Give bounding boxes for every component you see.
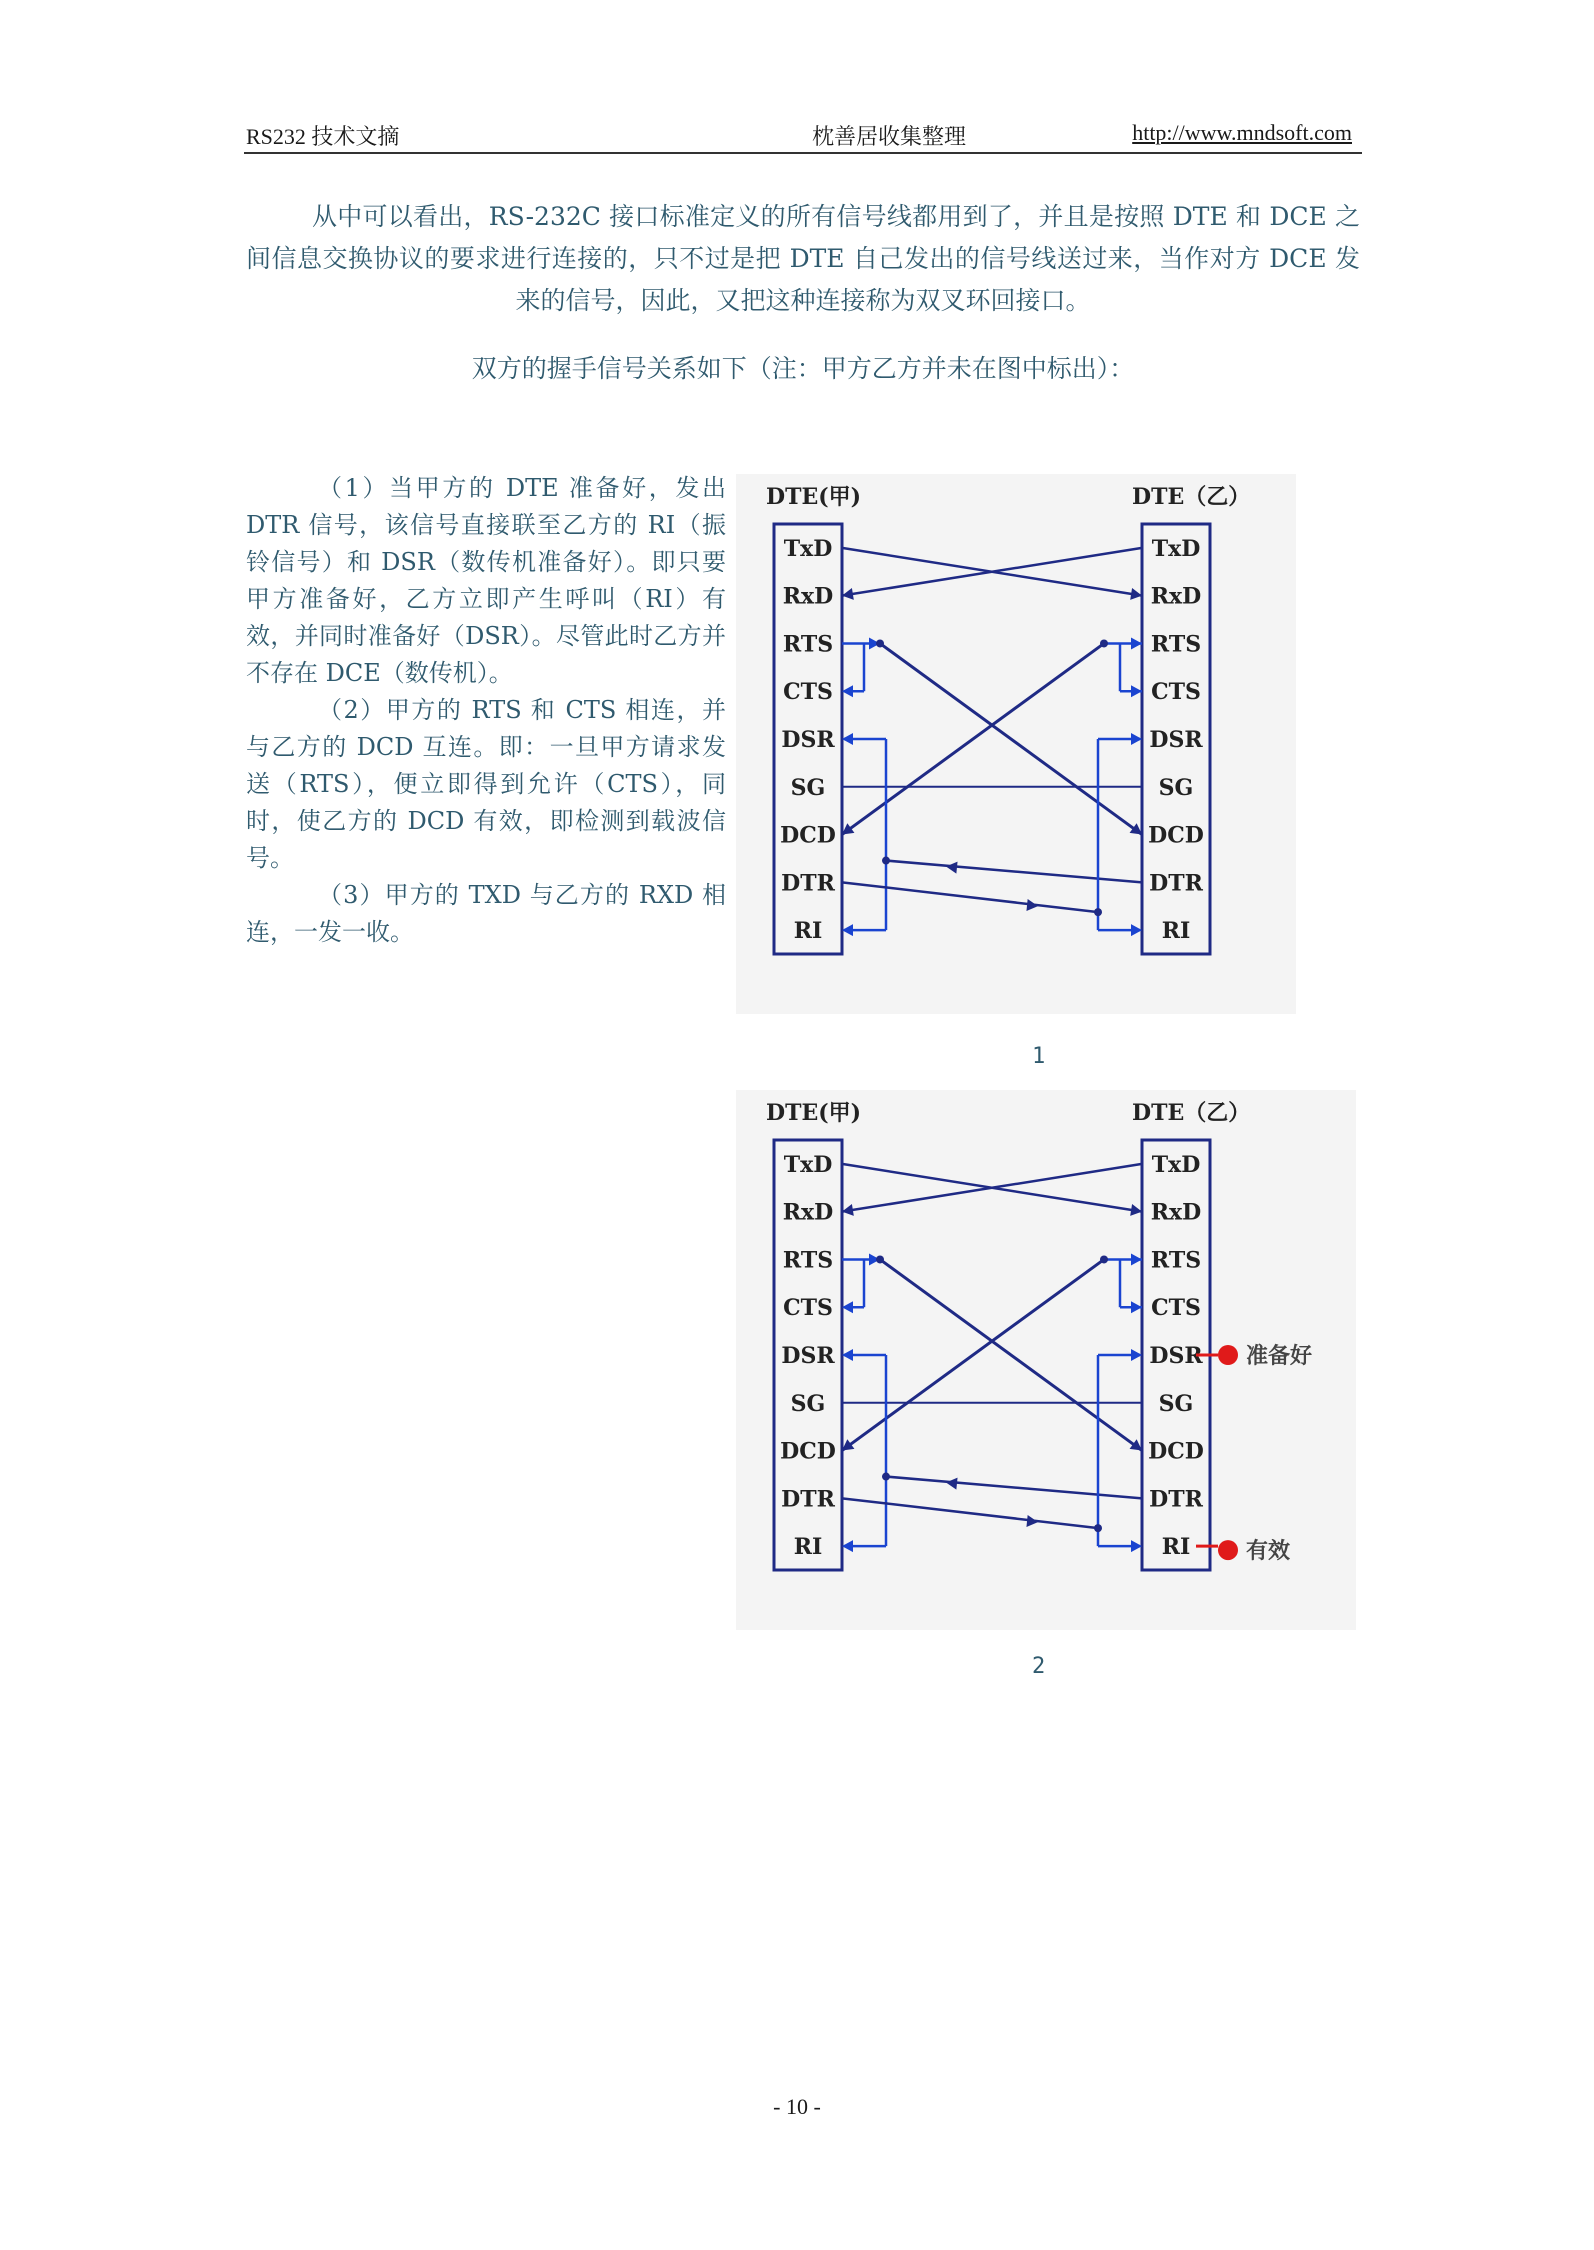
left-label-cts: CTS — [783, 679, 833, 706]
right-label-txd: TxD — [1151, 535, 1201, 562]
right-dte-title: DTE（乙） — [1132, 484, 1251, 510]
note-2: （2）甲方的 RTS 和 CTS 相连，并与乙方的 DCD 互连。即：一旦甲方请求发送（RTS），便立即得到允许（CTS），同时，使乙方的 DCD 有效，即检测到载波信号。 — [246, 696, 726, 872]
left-label-ri: RI — [793, 918, 823, 945]
right-dte-title: DTE（乙） — [1132, 1100, 1251, 1126]
figure-caption-1: 1 — [1032, 1044, 1046, 1069]
right-label-ri: RI — [1161, 918, 1191, 945]
right-label-ri: RI — [1161, 1534, 1191, 1561]
page-number: - 10 - — [773, 2094, 821, 2119]
right-label-dsr: DSR — [1149, 727, 1203, 753]
intro-paragraph: 从中可以看出，RS-232C 接口标准定义的所有信号线都用到了，并且是按照 DTE 和 DCE 之间信息交换协议的要求进行连接的，只不过是把 DTE 自己发出的信号线送过来，当作对方 DCE 发来的信号，因此，又把这种连接称为双叉环回接口。 — [246, 202, 1360, 315]
left-label-dsr: DSR — [781, 1343, 835, 1369]
right-dtr-node — [1094, 1524, 1102, 1532]
left-label-cts: CTS — [783, 1295, 833, 1322]
right-label-txd: TxD — [1151, 1151, 1201, 1178]
header-title: RS232 技术文摘 — [246, 124, 400, 149]
left-label-rts: RTS — [782, 631, 834, 658]
right-label-rts: RTS — [1150, 1247, 1202, 1274]
note-3: （3）甲方的 TXD 与乙方的 RXD 相连，一发一收。 — [246, 881, 726, 946]
ready-marker-dot — [1218, 1345, 1238, 1365]
right-label-sg: SG — [1158, 774, 1194, 801]
left-label-txd: TxD — [783, 1151, 833, 1178]
right-label-dtr: DTR — [1149, 1486, 1203, 1513]
left-label-dtr: DTR — [781, 870, 835, 897]
note-1: （1）当甲方的 DTE 准备好，发出 DTR 信号，该信号直接联至乙方的 RI（振铃信号）和 DSR（数传机准备好）。即只要甲方准备好，乙方立即产生呼叫（RI）有效，并同时准备好（DSR）。尽管此时乙方并不存在 DCE（数传机）。 — [246, 474, 726, 687]
left-label-rxd: RxD — [782, 1199, 834, 1226]
right-label-dsr: DSR — [1149, 1343, 1203, 1369]
right-label-dcd: DCD — [1148, 822, 1204, 849]
figure-caption-2: 2 — [1032, 1654, 1046, 1679]
left-label-dcd: DCD — [780, 1438, 836, 1465]
page-header — [244, 118, 1362, 154]
valid-annotation: 有效 — [1246, 1538, 1291, 1565]
left-label-rts: RTS — [782, 1247, 834, 1274]
left-label-ri: RI — [793, 1534, 823, 1561]
handshake-notes — [246, 470, 726, 951]
ready-annotation: 准备好 — [1246, 1343, 1313, 1369]
left-label-dcd: DCD — [780, 822, 836, 849]
left-label-sg: SG — [790, 774, 826, 801]
left-label-txd: TxD — [783, 535, 833, 562]
right-label-sg: SG — [1158, 1390, 1194, 1417]
loopback-diagram-2 — [736, 1090, 1356, 1630]
handshake-title: 双方的握手信号关系如下（注：甲方乙方并未在图中标出）： — [471, 354, 1135, 383]
right-dtr-node — [1094, 908, 1102, 916]
left-label-sg: SG — [790, 1390, 826, 1417]
left-dtr-node — [882, 1473, 890, 1481]
left-label-rxd: RxD — [782, 583, 834, 610]
left-label-dsr: DSR — [781, 727, 835, 753]
left-dte-title: DTE(甲) — [766, 484, 862, 510]
header-url-link[interactable]: http://www.mndsoft.com — [1132, 120, 1352, 145]
left-dte-title: DTE(甲) — [766, 1100, 862, 1126]
left-label-dtr: DTR — [781, 1486, 835, 1513]
loopback-diagram-1 — [736, 474, 1296, 1014]
left-dtr-node — [882, 857, 890, 865]
valid-marker-dot — [1218, 1540, 1238, 1560]
right-label-cts: CTS — [1151, 679, 1201, 706]
header-collector: 枕善居收集整理 — [812, 124, 967, 149]
right-label-dtr: DTR — [1149, 870, 1203, 897]
right-label-rts: RTS — [1150, 631, 1202, 658]
right-label-rxd: RxD — [1150, 1199, 1202, 1226]
right-label-rxd: RxD — [1150, 583, 1202, 610]
right-label-dcd: DCD — [1148, 1438, 1204, 1465]
right-label-cts: CTS — [1151, 1295, 1201, 1322]
